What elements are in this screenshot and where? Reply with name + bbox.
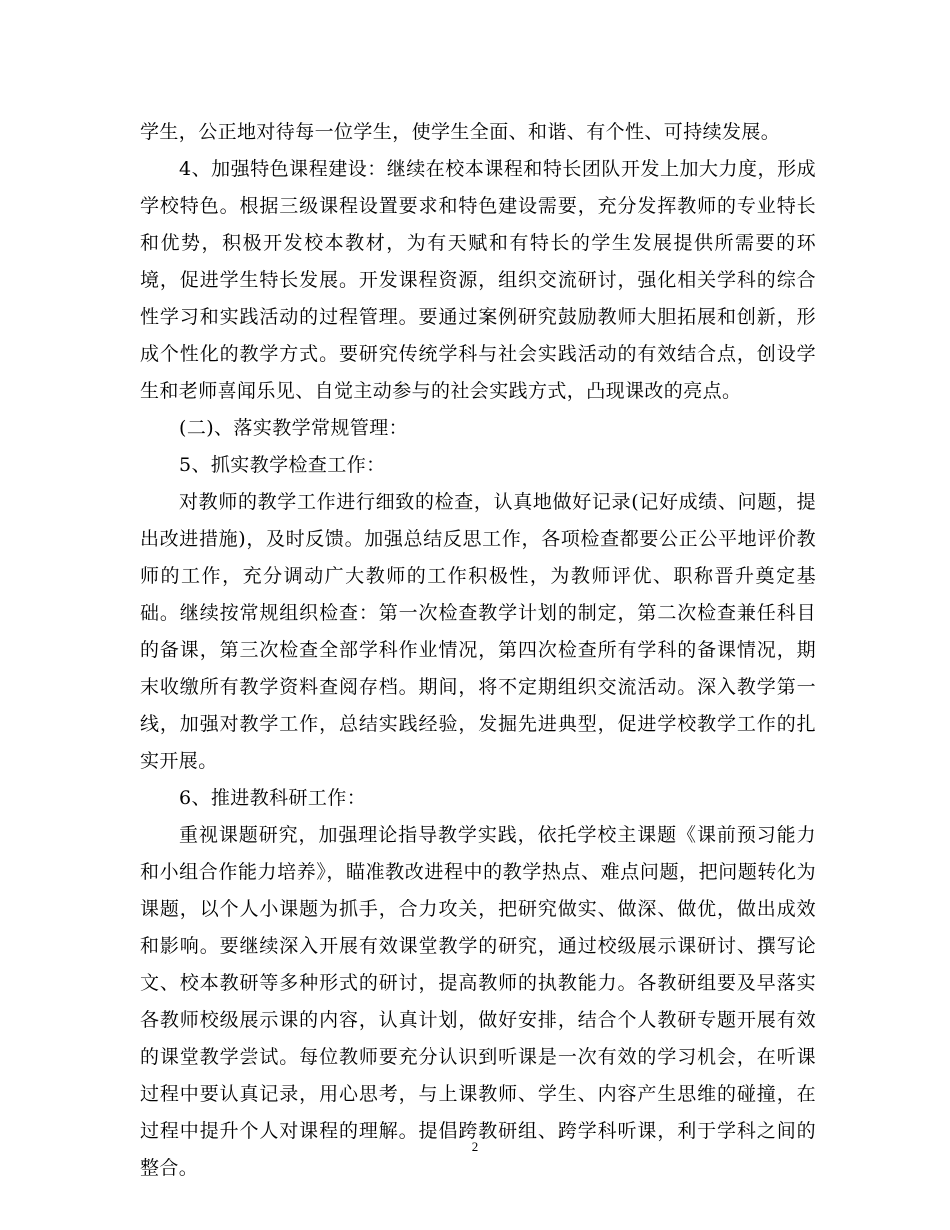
paragraph-item-4: 4、加强特色课程建设：继续在校本课程和特长团队开发上加大力度，形成学校特色。根据三级课程设置要求和特色建设需要，充分发挥教师的专业特长和优势，积极开发校本教材，为有天赋和有特长的学生发展提供所需要的环境，促进学生特长发展。开发课程资源，组织交流研讨，强化相关学科的综合性学习和实践活动的过程管理。要通过案例研究鼓励教师大胆拓展和创新，形成个性化的教学方式。要研究传统学科与社会实践活动的有效结合点，创设学生和老师喜闻乐见、自觉主动参与的社会实践方式，凸现课改的亮点。	[140, 158, 816, 402]
paragraph-item-6-body: 重视课题研究，加强理论指导教学实践，依托学校主课题《课前预习能力和小组合作能力培养》，瞄准教改进程中的教学热点、难点问题，把问题转化为课题，以个人小课题为抓手，合力攻关，把研究做实、做深、做优，做出成效和影响。要继续深入开展有效课堂教学的研究，通过校级展示课研讨、撰写论文、校本教研等多种形式的研讨，提高教师的执教能力。各教研组要及早落实各教师校级展示课的内容，认真计划，做好安排，结合个人教研专题开展有效的课堂教学尝试。每位教师要充分认识到听课是一次有效的学习机会，在听课过程中要认真记录，用心思考，与上课教师、学生、内容产生思维的碰撞，在过程中提升个人对课程的理解。提倡跨教研组、跨学科听课，利于学科之间的整合。	[140, 824, 816, 1179]
page-number: 2	[471, 1139, 479, 1154]
page-body	[140, 114, 816, 1187]
paragraph-item-5-body: 对教师的教学工作进行细致的检查，认真地做好记录(记好成绩、问题，提出改进措施)，及时反馈。加强总结反思工作，各项检查都要公正公平地评价教师的工作，充分调动广大教师的工作积极性，为教师评优、职称晋升奠定基础。继续按常规组织检查：第一次检查教学计划的制定，第二次检查兼任科目的备课，第三次检查全部学科作业情况，第四次检查所有学科的备课情况，期末收缴所有教学资料查阅存档。期间，将不定期组织交流活动。深入教学第一线，加强对教学工作，总结实践经验，发掘先进典型，促进学校教学工作的扎实开展。	[140, 491, 816, 772]
item-heading-5: 5、抓实教学检查工作：	[179, 454, 386, 476]
paragraph-continuation: 学生，公正地对待每一位学生，使学生全面、和谐、有个性、可持续发展。	[140, 121, 781, 143]
section-heading-2: (二)、落实教学常规管理：	[179, 417, 409, 439]
item-heading-6: 6、推进教科研工作：	[179, 787, 367, 809]
